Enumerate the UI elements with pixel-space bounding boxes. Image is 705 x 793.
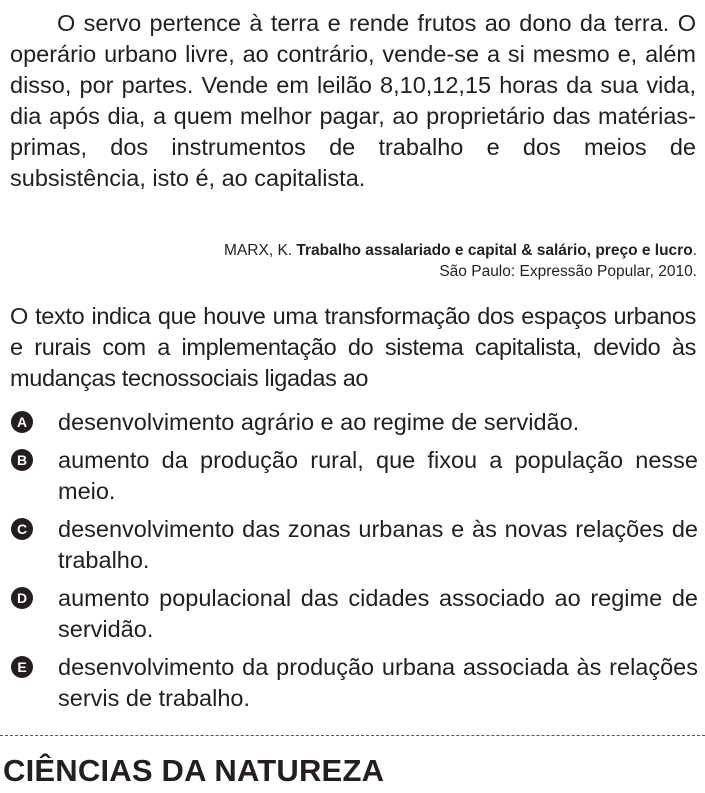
option-d-text: aumento populacional das cidades associado ao regime de servidão.	[58, 585, 698, 642]
option-b-text: aumento da produção rural, que fixou a população nesse meio.	[58, 447, 698, 504]
option-c[interactable]	[8, 514, 698, 576]
option-e[interactable]	[8, 652, 698, 714]
option-c-text: desenvolvimento das zonas urbanas e às novas relações de trabalho.	[58, 516, 698, 573]
citation-author: MARX, K.	[224, 242, 297, 259]
option-a-badge: A	[11, 411, 33, 433]
question-stem: O texto indica que houve uma transformação dos espaços urbanos e rurais com a implementação do sistema capitalista, devido às mudanças tecnossociais ligadas ao	[10, 303, 696, 391]
section-title: CIÊNCIAS DA NATUREZA	[3, 753, 385, 788]
option-b-badge: B	[11, 449, 33, 471]
option-e-badge: E	[11, 656, 33, 678]
option-c-badge: C	[11, 518, 33, 540]
citation	[97, 240, 697, 282]
option-d-badge: D	[11, 587, 33, 609]
quote-paragraph: O servo pertence à terra e rende frutos ao dono da terra. O operário urbano livre, ao contrário, vende-se a si mesmo e, além disso, por partes. Vende em leilão 8,10,12,15 horas da sua vida, dia após dia, a quem melhor pagar, ao proprietário das matérias-primas, dos instrumentos de trabalho e dos meios de subsistência, isto é, ao capitalista.	[10, 10, 696, 191]
option-e-text: desenvolvimento da produção urbana associada às relações servis de trabalho.	[58, 654, 698, 711]
option-a-text: desenvolvimento agrário e ao regime de servidão.	[58, 409, 580, 435]
citation-line-1	[97, 240, 697, 261]
option-b[interactable]	[8, 445, 698, 507]
option-a[interactable]	[8, 407, 698, 438]
citation-title-end: .	[692, 242, 697, 259]
citation-title: Trabalho assalariado e capital & salário, preço e lucro	[296, 242, 693, 259]
citation-publisher: São Paulo: Expressão Popular, 2010.	[439, 263, 697, 280]
section-divider	[0, 735, 705, 736]
option-d[interactable]	[8, 583, 698, 645]
answer-options	[8, 407, 698, 721]
